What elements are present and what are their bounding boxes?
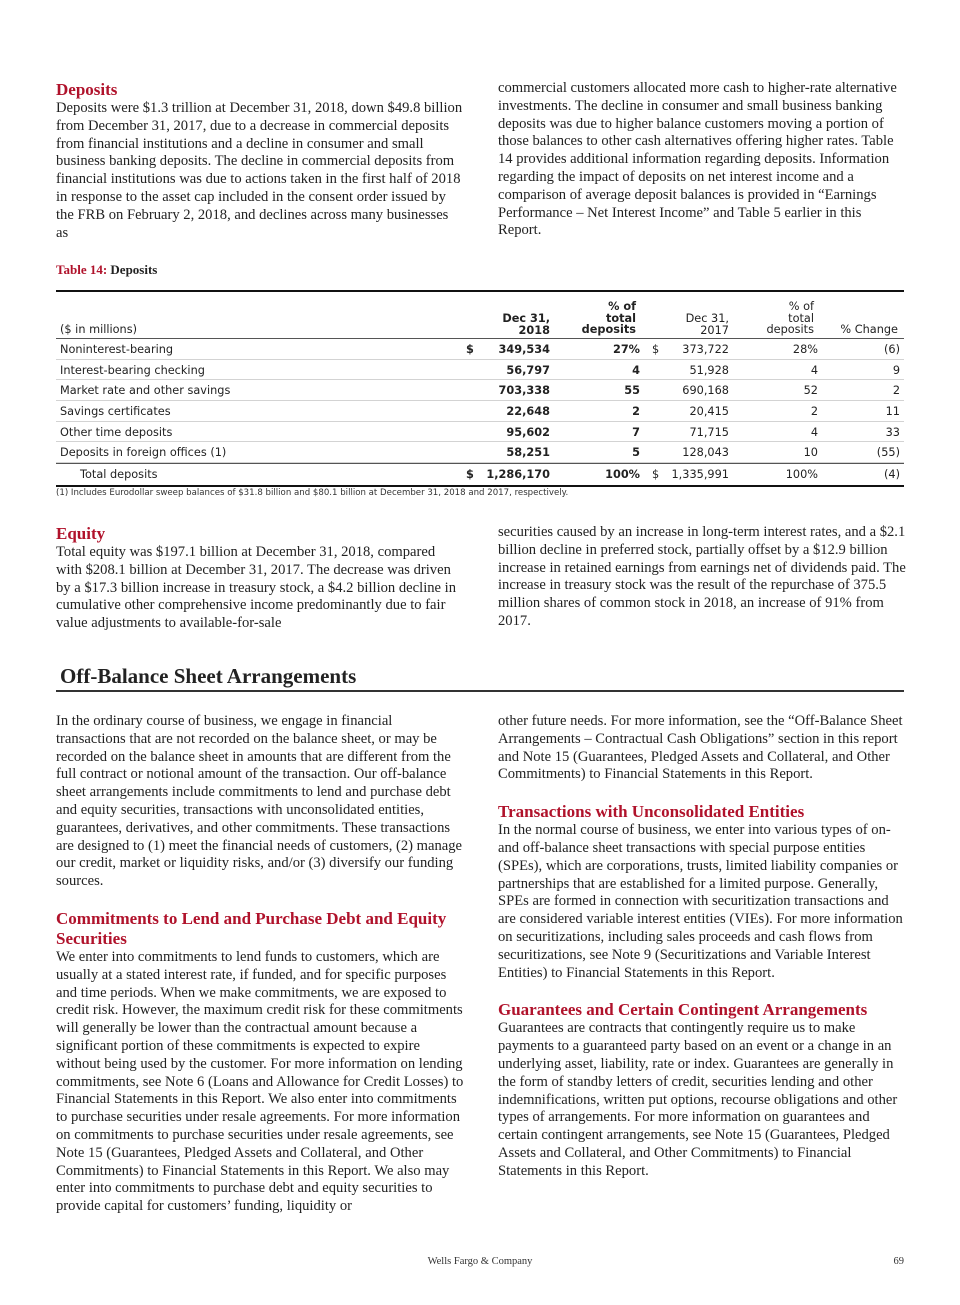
deposits-paragraph-right: commercial customers allocated more cash to higher-rate alternative investments. The decline in consumer and small business banking deposits was due to higher balance customers moving a portion of those balances to other cash alternatives offering higher rates. Table 14 provides additional information regarding deposits. Information regarding the impact of deposits on net interest income and a comparison of average deposit balances is provided in “Earnings Performance – Net Interest Income” and Table 5 earlier in this Report. xyxy=(498,80,897,239)
col-header-2017: Dec 31, 2017 xyxy=(685,312,729,337)
obs-right-column xyxy=(498,713,908,1181)
row-label: Noninterest-bearing xyxy=(60,343,174,356)
table-title xyxy=(56,262,157,278)
total-change: (4) xyxy=(883,468,900,482)
obs-left-column xyxy=(56,713,464,1216)
row-pct-2017: 28% xyxy=(792,343,818,356)
col-header-change: % Change xyxy=(840,323,898,336)
total-value-2017: 1,335,991 xyxy=(671,468,729,482)
total-currency-2018: $ xyxy=(466,468,474,482)
equity-paragraph-left: Total equity was $197.1 billion at December 31, 2018, compared with $208.1 billion at December 31, 2017. The decrease was driven by a $17.3 billion increase in treasury stock, a $4.2 billion decline in cumulative other comprehensive income predominantly due to fair value adjustments to available-for-sale xyxy=(56,544,457,632)
table-name: Deposits xyxy=(110,262,158,277)
row-change: (55) xyxy=(876,446,900,460)
row-pct-2017: 4 xyxy=(810,425,818,439)
row-label: Market rate and other savings xyxy=(60,384,231,398)
unconsolidated-heading: Transactions with Unconsolidated Entities xyxy=(498,802,805,822)
row-change: 2 xyxy=(892,384,900,398)
row-change: 33 xyxy=(885,425,900,439)
row-label: Savings certificates xyxy=(60,405,171,419)
row-value-2017: 128,043 xyxy=(682,446,729,460)
total-currency-2017: $ xyxy=(652,468,660,482)
row-change: 11 xyxy=(885,405,900,419)
commitments-paragraph: We enter into commitments to lend funds to customers, which are usually at a stated interest rate, if funded, and for specific purposes and time periods. When we make commitments, we are exposed to credit risk. However, the maximum credit risk for these commitments will generally be lower than the contractual amount because a significant portion of these commitments is expected to expire without being used by the customer. For more information on lending commitments, see Note 6 (Loans and Allowance for Credit Losses) to Financial Statements in this Report. We also enter into commitments to purchase securities under resale agreements. For more information on commitments to purchase securities under resale agreements, see Note 15 (Guarantees, Pledged Assets and Collateral, and Other Commitments) to Financial Statements in this Report. We also may enter into commitments to purchase debt and equity securities to provide capital for customers’ funding, liquidity or xyxy=(56,948,464,1215)
row-change: (6) xyxy=(883,343,900,356)
unconsolidated-paragraph: In the normal course of business, we enter into various types of on- and off-balance sheet transactions with special purpose entities (SPEs), which are corporations, trusts, limited liability companies or partnerships that are established for a limited purpose. Generally, SPEs are formed in connection with securitization transactions and are considered variable interest entities (VIEs). For more information on securitizations, including sales proceeds and cash flows from securitizations, see Note 9 (Securitizations and Variable Interest Entities) to Financial Statements in this Report. xyxy=(498,822,903,981)
table-row xyxy=(56,360,904,381)
deposits-left-column xyxy=(56,80,464,242)
table-body xyxy=(56,339,904,463)
section-title: Off-Balance Sheet Arrangements xyxy=(60,664,357,688)
guarantees-paragraph: Guarantees are contracts that contingently require us to make payments to a guaranteed party based on an event or a change in an underlying asset, liability, rate or index. Guarantees are generally in the form of standby letters of credit, securities lending and other indemnifications, written put options, recourse obligations and other types of arrangements. For more information on guarantees and certain contingent arrangements, see Note 15 (Guarantees, Pledged Assets and Collateral, and Other Commitments) to Financial Statements in this Report. xyxy=(498,1020,898,1179)
table-row xyxy=(56,442,904,463)
total-label: Total deposits xyxy=(80,468,158,482)
row-pct-2017: 10 xyxy=(803,446,818,460)
row-pct-2017: 52 xyxy=(803,384,818,398)
deposits-right-column xyxy=(498,80,908,240)
table-label: Table 14: xyxy=(56,262,108,277)
table-row xyxy=(56,339,904,360)
table-top-rule xyxy=(56,290,904,292)
row-change: 9 xyxy=(892,363,900,377)
obs-intro-paragraph: In the ordinary course of business, we engage in financial transactions that are not recorded on the balance sheet, or may be recorded on the balance sheet in amounts that are different from the full contract or notional amount of the transaction. Our off-balance sheet arrangements include commitments to lend and purchase debt and equity securities, transactions with unconsolidated entities, guarantees, derivatives, and other commitments. These transactions are designed to (1) meet the financial needs of customers, (2) manage our credit, market or liquidity risks, and/or (3) diversify our funding sources. xyxy=(56,713,463,890)
row-value-2017: 51,928 xyxy=(689,363,729,377)
row-pct-2018: 5 xyxy=(632,446,640,460)
guarantees-heading: Guarantees and Certain Contingent Arrangements xyxy=(498,1000,868,1020)
row-pct-2018: 4 xyxy=(632,363,640,377)
table-row xyxy=(56,401,904,422)
row-label: Other time deposits xyxy=(60,425,173,439)
row-value-2018: 22,648 xyxy=(506,405,550,419)
row-pct-2018: 7 xyxy=(632,425,640,439)
row-pct-2017: 4 xyxy=(810,363,818,377)
units-label: ($ in millions) xyxy=(60,323,137,336)
table-footnote: (1) Includes Eurodollar sweep balances of $31.8 billion and $80.1 billion at December 31, 2018 and 2017, respectively. xyxy=(56,488,569,498)
col-header-pct-2017: % of total deposits xyxy=(766,300,814,336)
equity-left-column xyxy=(56,524,464,633)
row-value-2017: 20,415 xyxy=(689,405,729,419)
row-pct-2018: 27% xyxy=(612,343,640,356)
row-pct-2018: 55 xyxy=(624,384,640,398)
equity-right-column xyxy=(498,524,908,631)
row-value-2018: 703,338 xyxy=(498,384,550,398)
total-row xyxy=(56,463,904,487)
row-value-2018: 58,251 xyxy=(506,446,550,460)
commitments-paragraph-continued: other future needs. For more information, see the “Off-Balance Sheet Arrangements – Contractual Cash Obligations” section in this report and Note 15 (Guarantees, Pledged Assets and Collateral, and Other Commitments) to Financial Statements in this Report. xyxy=(498,713,903,783)
row-value-2017: 373,722 xyxy=(682,343,729,356)
footer-company: Wells Fargo & Company xyxy=(427,1256,533,1267)
section-rule xyxy=(56,690,904,692)
col-header-2018: Dec 31, 2018 xyxy=(502,312,550,337)
table-row xyxy=(56,380,904,401)
total-value-2018: 1,286,170 xyxy=(486,468,550,482)
row-currency-2018: $ xyxy=(466,343,474,356)
col-header-pct-2018: % of total deposits xyxy=(581,300,636,336)
row-value-2018: 56,797 xyxy=(506,363,550,377)
table-header xyxy=(56,295,904,339)
row-pct-2017: 2 xyxy=(810,405,818,419)
row-label: Interest-bearing checking xyxy=(60,363,205,377)
row-value-2017: 690,168 xyxy=(682,384,729,398)
row-value-2018: 95,602 xyxy=(506,425,550,439)
total-pct-2018: 100% xyxy=(605,468,640,482)
row-pct-2018: 2 xyxy=(632,405,640,419)
row-currency-2017: $ xyxy=(652,343,660,356)
deposits-heading: Deposits xyxy=(56,80,118,99)
row-label: Deposits in foreign offices (1) xyxy=(60,446,227,460)
total-pct-2017: 100% xyxy=(785,468,818,482)
page-number: 69 xyxy=(893,1256,904,1267)
equity-heading: Equity xyxy=(56,524,106,543)
commitments-heading: Commitments to Lend and Purchase Debt and Equity Securities xyxy=(56,908,447,948)
equity-paragraph-right: securities caused by an increase in long-term interest rates, and a $2.1 billion decline in preferred stock, partially offset by a $12.9 billion increase in retained earnings from earnings net of dividends paid. The increase in treasury stock was the result of the repurchase of 375.5 million shares of common stock in 2018, an increase of 91% from 2017. xyxy=(498,524,906,629)
deposits-paragraph-left: Deposits were $1.3 trillion at December 31, 2018, down $49.8 billion from December 31, 2017, due to a decrease in commercial deposits from financial institutions and a decline in consumer and small business banking deposits. The decline in commercial deposits from financial institutions was due to actions taken in the first half of 2018 in response to the asset cap included in the consent order issued by the FRB on February 2, 2018, and declines across many businesses as xyxy=(56,100,463,241)
deposits-table xyxy=(56,295,904,487)
table-row xyxy=(56,422,904,443)
row-value-2017: 71,715 xyxy=(689,425,729,439)
row-value-2018: 349,534 xyxy=(498,343,550,356)
